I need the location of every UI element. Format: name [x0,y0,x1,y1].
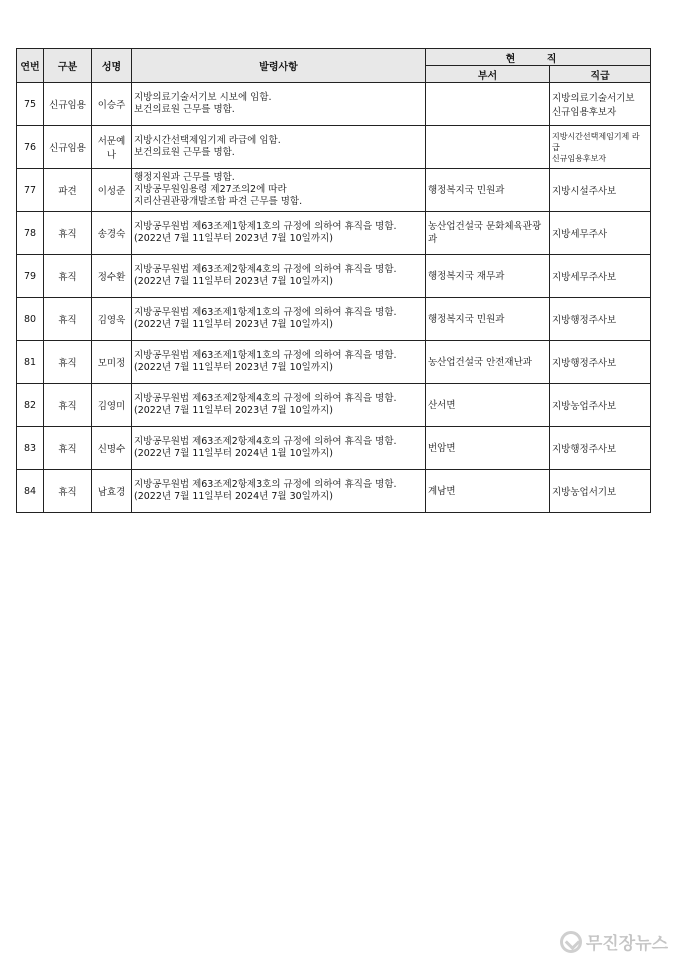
table-header [17,49,651,83]
news-watermark [560,929,668,954]
row-no: 83 [17,427,44,470]
row-order [132,83,426,126]
row-dept: 농산업건설국 문화체육관광과 [426,212,550,255]
order-line: (2022년 7월 11일부터 2024년 1월 10일까지) [134,448,333,459]
row-name: 이성준 [92,169,132,212]
row-name: 송경숙 [92,212,132,255]
grade-line: 급 [552,142,560,152]
row-no: 78 [17,212,44,255]
header-grade: 직급 [550,66,651,83]
row-dept: 농산업건설국 안전재난과 [426,341,550,384]
grade-line: 지방농업주사보 [552,401,617,412]
grade-line: 신규임용후보자 [552,107,617,118]
row-order [132,427,426,470]
header-type: 구분 [44,49,92,83]
row-type: 휴직 [44,341,92,384]
grade-line: 지방행정주사보 [552,358,617,369]
row-dept [426,126,550,169]
row-grade [550,126,651,169]
grade-line: 지방행정주사보 [552,315,617,326]
table-row [17,169,651,212]
row-dept: 행정복지국 재무과 [426,255,550,298]
row-dept: 번암면 [426,427,550,470]
row-grade [550,341,651,384]
row-type: 휴직 [44,384,92,427]
table-row [17,427,651,470]
news-logo-icon [560,931,582,953]
row-no: 77 [17,169,44,212]
row-type: 휴직 [44,470,92,513]
grade-line: 신규임용후보자 [552,153,607,163]
header-dept: 부서 [426,66,550,83]
order-line: 행정지원과 근무를 명함. [134,172,235,183]
row-name: 모미정 [92,341,132,384]
header-no: 연번 [17,49,44,83]
watermark-text: 무진장뉴스 [585,934,668,954]
row-name: 정수환 [92,255,132,298]
row-dept: 행정복지국 민원과 [426,169,550,212]
row-order [132,470,426,513]
table-row [17,212,651,255]
row-grade [550,169,651,212]
order-line: 지방의료기술서기보 시보에 임함. [134,92,272,103]
order-line: (2022년 7월 11일부터 2024년 7월 30일까지) [134,491,333,502]
row-no: 81 [17,341,44,384]
order-line: (2022년 7월 11일부터 2023년 7월 10일까지) [134,362,333,373]
row-order [132,341,426,384]
row-order [132,384,426,427]
row-order [132,169,426,212]
order-line: (2022년 7월 11일부터 2023년 7월 10일까지) [134,319,333,330]
table-row [17,83,651,126]
order-line: 지방공무원법 제63조제2항제4호의 규정에 의하여 휴직을 명함. [134,393,397,404]
row-grade [550,427,651,470]
order-line: 지리산권관광개발조합 파견 근무를 명함. [134,196,303,207]
row-grade [550,212,651,255]
order-line: 지방공무원법 제63조제2항제3호의 규정에 의하여 휴직을 명함. [134,479,397,490]
grade-line: 지방세무주사보 [552,272,617,283]
table-body [17,83,651,513]
order-line: 지방공무원법 제63조제1항제1호의 규정에 의하여 휴직을 명함. [134,307,397,318]
row-no: 76 [17,126,44,169]
row-type: 신규임용 [44,126,92,169]
row-type: 휴직 [44,427,92,470]
order-line: (2022년 7월 11일부터 2023년 7월 10일까지) [134,276,333,287]
header-name: 성명 [92,49,132,83]
row-type: 신규임용 [44,83,92,126]
order-line: (2022년 7월 11일부터 2023년 7월 10일까지) [134,233,333,244]
row-order [132,212,426,255]
row-no: 82 [17,384,44,427]
row-no: 80 [17,298,44,341]
table-row [17,341,651,384]
row-type: 휴직 [44,298,92,341]
table-row [17,384,651,427]
table-row [17,470,651,513]
order-line: 지방공무원법 제63조제1항제1호의 규정에 의하여 휴직을 명함. [134,221,397,232]
table-row [17,298,651,341]
grade-line: 지방행정주사보 [552,444,617,455]
order-line: 지방시간선택제임기제 라급에 임함. [134,135,281,146]
header-order: 발령사항 [132,49,426,83]
row-dept [426,83,550,126]
personnel-order-table [16,48,651,513]
row-grade [550,255,651,298]
row-grade [550,470,651,513]
table-row [17,126,651,169]
row-name: 서문예나 [92,126,132,169]
header-current-position: 현 직 [426,49,651,66]
row-grade [550,83,651,126]
grade-line: 지방시설주사보 [552,186,617,197]
order-line: 지방공무원법 제63조제2항제4호의 규정에 의하여 휴직을 명함. [134,264,397,275]
order-line: 지방공무원법 제63조제1항제1호의 규정에 의하여 휴직을 명함. [134,350,397,361]
row-dept: 행정복지국 민원과 [426,298,550,341]
grade-line: 지방세무주사 [552,229,608,240]
row-type: 휴직 [44,255,92,298]
row-no: 79 [17,255,44,298]
row-type: 파견 [44,169,92,212]
row-order [132,255,426,298]
row-dept: 산서면 [426,384,550,427]
row-name: 김영미 [92,384,132,427]
row-dept: 계남면 [426,470,550,513]
row-grade [550,298,651,341]
row-order [132,126,426,169]
order-line: 보건의료원 근무를 명함. [134,147,235,158]
row-no: 84 [17,470,44,513]
row-order [132,298,426,341]
order-line: 지방공무원법 제63조제2항제4호의 규정에 의하여 휴직을 명함. [134,436,397,447]
grade-line: 지방농업서기보 [552,487,617,498]
row-name: 김영욱 [92,298,132,341]
row-name: 신명수 [92,427,132,470]
row-no: 75 [17,83,44,126]
grade-line: 지방의료기술서기보 [552,93,635,104]
order-line: (2022년 7월 11일부터 2023년 7월 10일까지) [134,405,333,416]
order-line: 보건의료원 근무를 명함. [134,104,235,115]
row-name: 남효경 [92,470,132,513]
row-name: 이승주 [92,83,132,126]
row-type: 휴직 [44,212,92,255]
row-grade [550,384,651,427]
grade-line: 지방시간선택제임기제 라 [552,131,640,141]
order-line: 지방공무원임용령 제27조의2에 따라 [134,184,287,195]
table-row [17,255,651,298]
